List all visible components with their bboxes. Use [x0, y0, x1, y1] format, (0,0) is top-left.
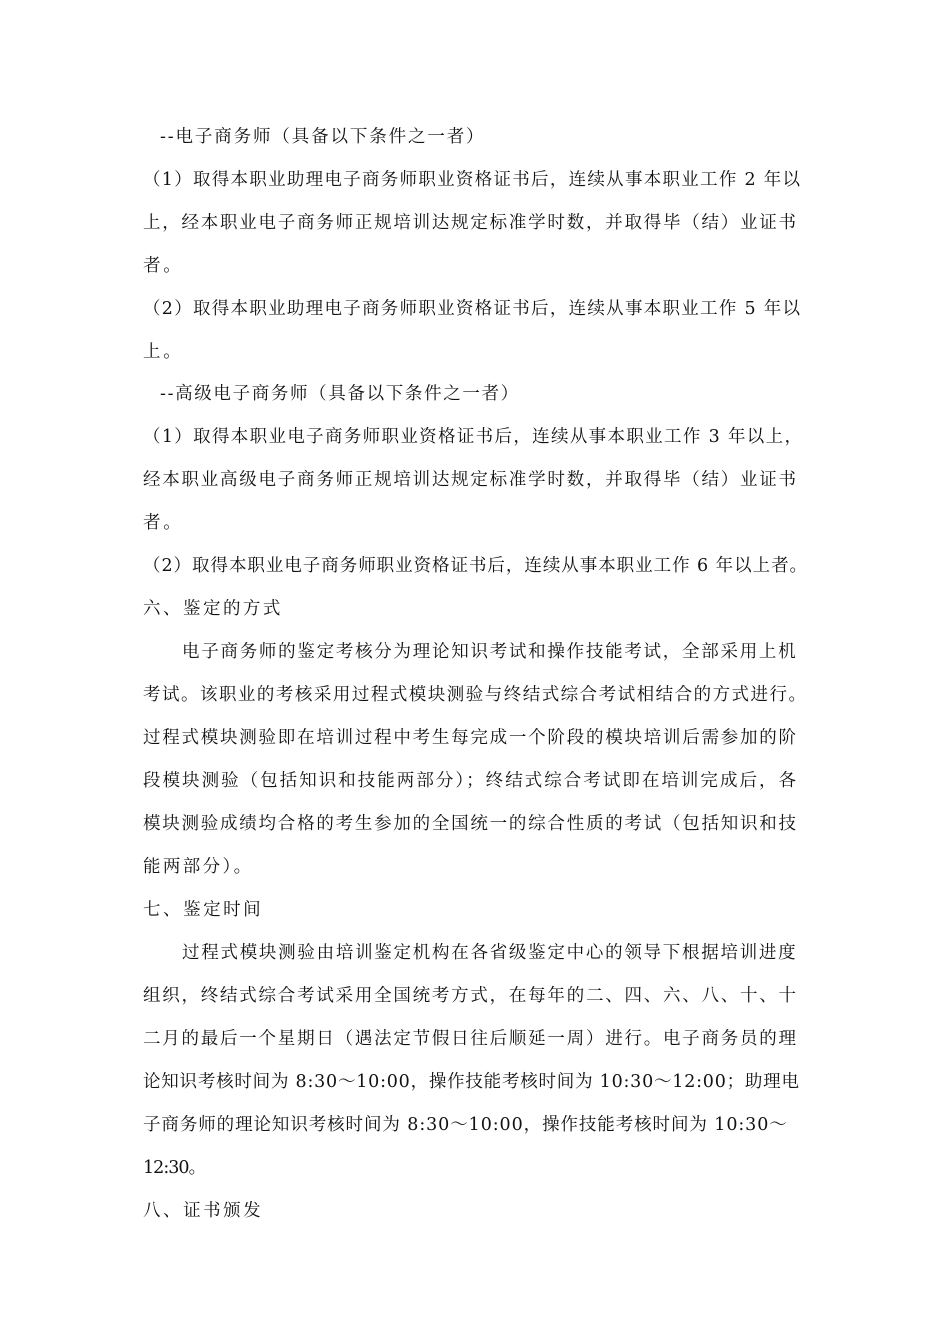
paragraph-line: 组织，终结式综合考试采用全国统考方式，在每年的二、四、六、八、十、十 [143, 986, 798, 1006]
paragraph-line: 能两部分）。 [143, 857, 254, 877]
paragraph-line: 子商务师的理论知识考核时间为 8:30～10:00，操作技能考核时间为 10:30～ [143, 1115, 788, 1135]
paragraph-line: （2）取得本职业电子商务师职业资格证书后，连续从事本职业工作 6 年以上者。 [143, 556, 808, 576]
paragraph-line: 过程式模块测验即在培训过程中考生每完成一个阶段的模块培训后需参加的阶 [143, 728, 798, 748]
subheading-senior-electronic-commerce-specialist: --高级电子商务师（具备以下条件之一者） [160, 384, 520, 404]
paragraph-line: （1）取得本职业电子商务师职业资格证书后，连续从事本职业工作 3 年以上， [143, 427, 804, 447]
section-heading-assessment-method: 六、鉴定的方式 [143, 599, 283, 619]
paragraph-line: 模块测验成绩均合格的考生参加的全国统一的综合性质的考试（包括知识和技 [143, 814, 798, 834]
section-heading-certificate-issuance: 八、证书颁发 [143, 1201, 264, 1221]
paragraph-line: 段模块测验（包括知识和技能两部分）；终结式综合考试即在培训完成后，各 [143, 771, 799, 791]
paragraph-line: 经本职业高级电子商务师正规培训达规定标准学时数，并取得毕（结）业证书 [143, 470, 798, 490]
paragraph-line: 电子商务师的鉴定考核分为理论知识考试和操作技能考试，全部采用上机 [182, 642, 798, 662]
paragraph-line: 二月的最后一个星期日（遇法定节假日往后顺延一周）进行。电子商务员的理 [143, 1029, 798, 1049]
paragraph-line: 者。 [143, 256, 184, 276]
paragraph-line: 过程式模块测验由培训鉴定机构在各省级鉴定中心的领导下根据培训进度 [182, 943, 798, 963]
section-heading-assessment-time: 七、鉴定时间 [143, 900, 264, 920]
paragraph-line: 12:30。 [143, 1158, 206, 1178]
paragraph-line: 上，经本职业电子商务师正规培训达规定标准学时数，并取得毕（结）业证书 [143, 213, 798, 233]
paragraph-line: （2）取得本职业助理电子商务师职业资格证书后，连续从事本职业工作 5 年以 [143, 299, 802, 319]
paragraph-line: （1）取得本职业助理电子商务师职业资格证书后，连续从事本职业工作 2 年以 [143, 170, 802, 190]
paragraph-line: 考试。该职业的考核采用过程式模块测验与终结式综合考试相结合的方式进行。 [143, 685, 808, 705]
paragraph-line: 者。 [143, 513, 184, 533]
paragraph-line: 上。 [143, 342, 184, 362]
subheading-electronic-commerce-specialist: --电子商务师（具备以下条件之一者） [160, 127, 486, 147]
paragraph-line: 论知识考核时间为 8:30～10:00，操作技能考核时间为 10:30～12:00；助理电 [143, 1072, 800, 1092]
